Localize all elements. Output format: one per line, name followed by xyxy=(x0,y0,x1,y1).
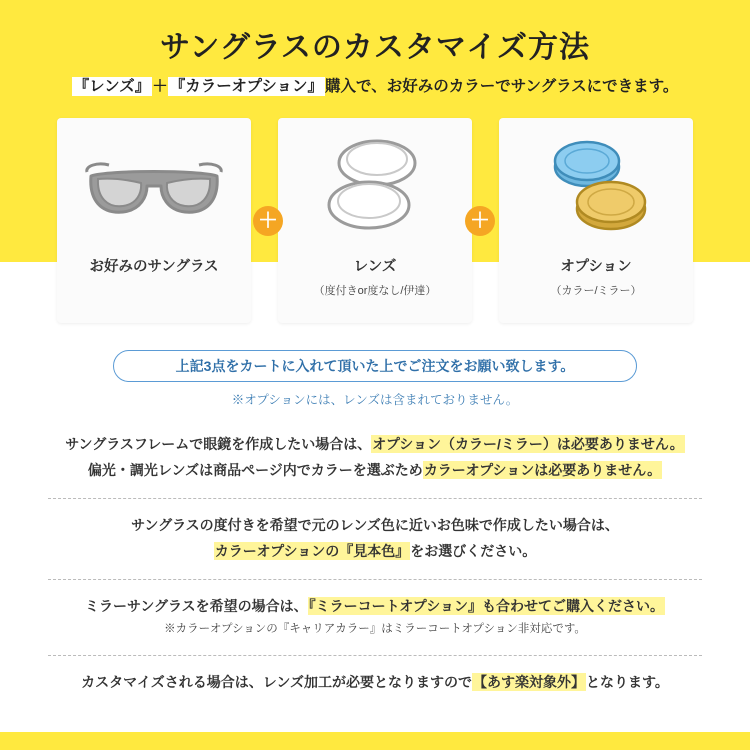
rule-block-3 xyxy=(48,579,702,656)
card-sunglasses xyxy=(57,118,251,323)
rule-block-4 xyxy=(48,655,702,710)
cart-instruction-banner: 上記3点をカートに入れて頂いた上でご注文をお願い致します。 xyxy=(113,350,637,382)
rule-line-2-2: カラーオプションの『見本色』をお選びください。 xyxy=(214,542,537,559)
card-sublabel-options: （カラー/ミラー） xyxy=(550,284,642,297)
product-cards xyxy=(57,118,693,323)
card-label-lenses: レンズ xyxy=(353,259,397,275)
card-label-sunglasses: お好みのサングラス xyxy=(89,259,219,275)
plus-operator-2: ＋ xyxy=(465,206,495,236)
color-discs-icon xyxy=(499,118,693,258)
cart-instruction-subnote: ※オプションには、レンズは含まれておりません。 xyxy=(231,393,519,407)
rule-line-1-1: サングラスフレームで眼鏡を作成したい場合は、オプション（カラー/ミラー）は必要ありません。 xyxy=(65,436,684,452)
rule-line-2-1: サングラスの度付きを希望で元のレンズ色に近いお色味で作成したい場合は、 xyxy=(131,516,619,533)
lenses-icon xyxy=(278,118,472,258)
rule-block-2 xyxy=(48,498,702,579)
hero-subtitle-part-plus: ＋ xyxy=(152,78,168,95)
plus-operator-1: ＋ xyxy=(253,206,283,236)
card-options xyxy=(499,118,693,323)
hero-subtitle xyxy=(0,74,750,96)
card-lenses xyxy=(278,118,472,323)
bottom-accent-bar xyxy=(0,732,750,750)
hero-subtitle-part-tail: 購入で、お好みのカラーでサングラスにできます。 xyxy=(325,78,679,95)
rules-list xyxy=(48,418,702,710)
sunglasses-icon xyxy=(57,118,251,258)
rule-line-3-2: ※カラーオプションの『キャリアカラー』はミラーコートオプション非対応です。 xyxy=(164,623,586,636)
rule-line-3-1: ミラーサングラスを希望の場合は、『ミラーコートオプション』も合わせてご購入ください。 xyxy=(85,597,664,614)
hero-subtitle-part-lens: 『レンズ』 xyxy=(73,78,151,95)
card-sublabel-lenses: （度付きor度なし/伊達） xyxy=(313,284,437,297)
rule-line-1-2: 偏光・調光レンズは商品ページ内でカラーを選ぶためカラーオプションは必要ありません。 xyxy=(87,461,662,478)
rule-block-1 xyxy=(48,418,702,498)
rule-line-4-1: カスタマイズされる場合は、レンズ加工が必要となりますので【あす楽対象外】となります。 xyxy=(81,674,669,691)
card-label-options: オプション xyxy=(560,259,632,275)
hero-subtitle-part-coloroption: 『カラーオプション』 xyxy=(169,78,324,95)
page-title: サングラスのカスタマイズ方法 xyxy=(159,31,591,64)
